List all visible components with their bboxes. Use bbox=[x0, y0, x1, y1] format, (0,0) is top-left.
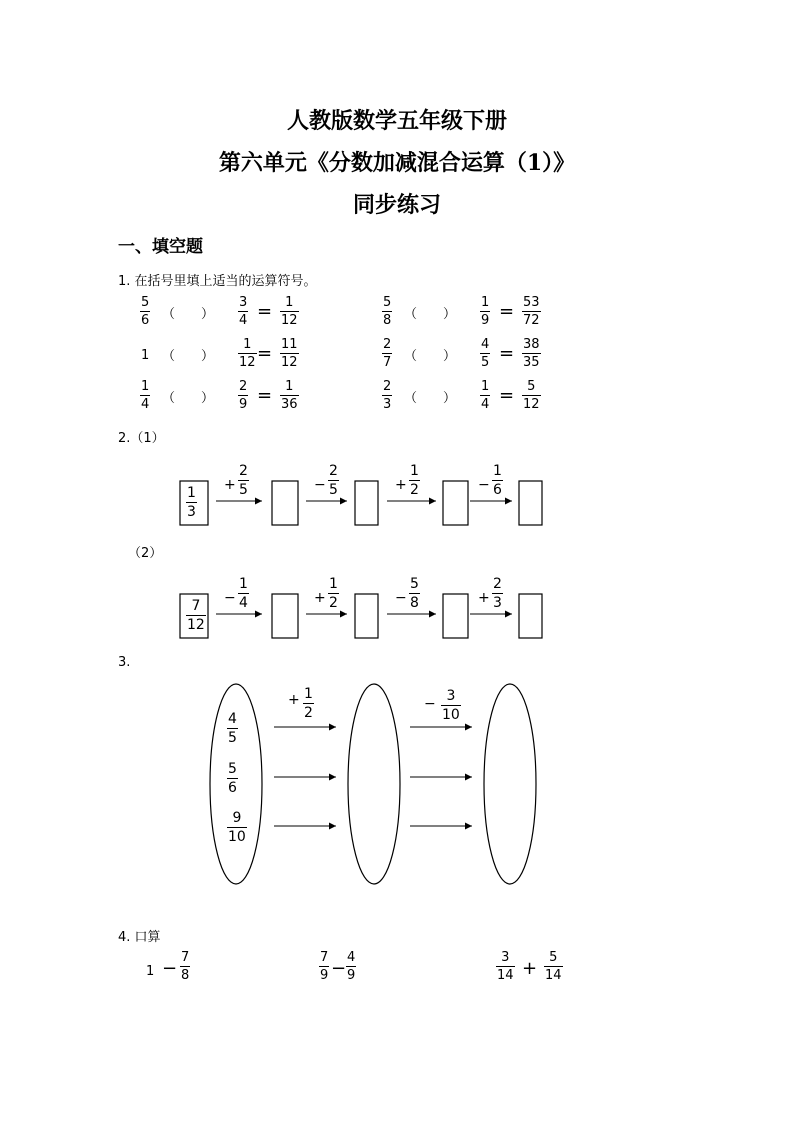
q1-r1-c2-equals: = bbox=[499, 301, 515, 322]
q1-r1-c2-result-numerator: 53 bbox=[523, 295, 540, 310]
q3-input-1-numerator: 4 bbox=[228, 711, 237, 727]
q2-chain-2-op-3-fraction bbox=[409, 576, 420, 611]
q4-item-2-fraction-2 bbox=[346, 950, 356, 983]
q4-item-3-op: + bbox=[522, 958, 538, 979]
q4-item-3-fraction-2-numerator: 5 bbox=[549, 950, 558, 965]
q1-r1-c1-operand-1-numerator: 5 bbox=[141, 295, 150, 310]
q1-r3-c2-equals: = bbox=[499, 385, 515, 406]
q1-r1-c2-operand-2-bar bbox=[480, 311, 490, 312]
q2-chain-2-op-2-fraction-denominator: 2 bbox=[329, 595, 338, 611]
q2-chain-1-op-1-fraction-bar bbox=[238, 480, 249, 481]
q1-r1-c2-operand-2-numerator: 1 bbox=[481, 295, 490, 310]
q2-chain-2-op-3-fraction-denominator: 8 bbox=[410, 595, 419, 611]
q1-r3-c1-operand-2 bbox=[238, 379, 248, 412]
q4-item-3-fraction-2-denominator: 14 bbox=[545, 968, 562, 983]
q2-chain-1-answer-box-2[interactable] bbox=[355, 481, 378, 525]
q1-r2-c2-operand-2-numerator: 4 bbox=[481, 337, 490, 352]
q1-r1-c1-result-bar bbox=[280, 311, 299, 312]
q3-input-2 bbox=[227, 761, 238, 796]
q1-r1-c1-operand-1-bar bbox=[140, 311, 150, 312]
q4-item-1-whole: 1 bbox=[146, 964, 155, 979]
q1-r1-c2-operand-2 bbox=[480, 295, 490, 328]
q2-chain-1-op-3-fraction-numerator: 1 bbox=[410, 463, 419, 479]
q1-r2-c2-operand-1-bar bbox=[382, 353, 392, 354]
q2-chain-2-op-3-sign: − bbox=[395, 590, 407, 606]
q3-arrow-b-1-head bbox=[465, 724, 472, 731]
q4-item-3-fraction-1-numerator: 3 bbox=[501, 950, 510, 965]
q1-r2-c1-operand-2 bbox=[238, 337, 257, 370]
q4-item-2-fraction-2-numerator: 4 bbox=[347, 950, 356, 965]
q4-item-2-fraction-2-denominator: 9 bbox=[347, 968, 356, 983]
question-4-label: 4. 口算 bbox=[118, 930, 161, 945]
q3-middle-ellipse bbox=[348, 684, 400, 884]
q2-chain-2-start-value bbox=[186, 598, 206, 633]
q1-r1-c2-operand-1-numerator: 5 bbox=[383, 295, 392, 310]
section-title: 一、填空题 bbox=[118, 237, 203, 257]
q2-chain-2-start-value-bar bbox=[186, 615, 206, 616]
q3-op-2-fraction-denominator: 10 bbox=[442, 707, 460, 723]
q1-r2-c2-result-bar bbox=[522, 353, 541, 354]
q1-r3-c1-blank-bracket: （ ） bbox=[162, 391, 215, 406]
q4-item-3-fraction-2-bar bbox=[544, 966, 563, 967]
q1-r1-c2-operand-1-bar bbox=[382, 311, 392, 312]
q2-chain-1-op-3-fraction-denominator: 2 bbox=[410, 482, 419, 498]
q3-input-1-denominator: 5 bbox=[228, 730, 237, 746]
q2-chain-1-op-4-fraction-denominator: 6 bbox=[493, 482, 502, 498]
q2-chain-1-op-2-sign: − bbox=[314, 477, 326, 493]
q4-item-3-fraction-1 bbox=[496, 950, 515, 983]
q2-chain-1-op-1-fraction bbox=[238, 463, 249, 498]
page-subtitle: 第六单元《分数加减混合运算（1）》 bbox=[218, 150, 576, 176]
q3-input-3-denominator: 10 bbox=[228, 829, 246, 845]
q1-r1-c1-operand-1 bbox=[140, 295, 150, 328]
q1-r3-c2-operand-2-numerator: 1 bbox=[481, 379, 490, 394]
q3-input-2-bar bbox=[227, 778, 238, 779]
q3-op-2-fraction-bar bbox=[441, 705, 461, 706]
q2-chain-1-op-4-fraction-bar bbox=[492, 480, 503, 481]
page-title: 人教版数学五年级下册 bbox=[286, 108, 507, 134]
question-2-label: 2.（1） bbox=[118, 431, 165, 446]
question-3-label: 3. bbox=[118, 655, 131, 670]
q1-r3-c1-operand-2-bar bbox=[238, 395, 248, 396]
q3-op-2-fraction bbox=[441, 688, 461, 723]
q3-op-1-fraction-bar bbox=[303, 703, 314, 704]
q1-r2-c2-result bbox=[522, 337, 541, 370]
q2-chain-1-answer-box-3[interactable] bbox=[443, 481, 468, 525]
q1-r2-c2-result-denominator: 35 bbox=[523, 355, 540, 370]
q2-chain-2-op-3-fraction-bar bbox=[409, 593, 420, 594]
q1-r3-c2-operand-1-denominator: 3 bbox=[383, 397, 392, 412]
q1-r3-c2-operand-1-numerator: 2 bbox=[383, 379, 392, 394]
q2-chain-2-op-1-fraction-denominator: 4 bbox=[239, 595, 248, 611]
q1-r3-c1-operand-2-denominator: 9 bbox=[239, 397, 248, 412]
q2-chain-2-op-2-fraction-numerator: 1 bbox=[329, 576, 338, 592]
q3-input-2-numerator: 5 bbox=[228, 761, 237, 777]
q1-r1-c1-operand-2-numerator: 3 bbox=[239, 295, 248, 310]
q1-r3-c2-operand-1 bbox=[382, 379, 392, 412]
q1-r2-c2-blank-bracket: （ ） bbox=[404, 349, 457, 364]
q3-input-1 bbox=[227, 711, 238, 746]
q1-r1-c1-blank-bracket: （ ） bbox=[162, 307, 215, 322]
q2-chain-2-arrow-1-head bbox=[255, 611, 262, 618]
q2-chain-1-arrow-2-head bbox=[340, 498, 347, 505]
q2-chain-2-op-2-sign: + bbox=[314, 590, 326, 606]
q4-item-2-op: − bbox=[331, 958, 347, 979]
q2-chain-1-op-2-fraction bbox=[328, 463, 339, 498]
q4-item-1-fraction-numerator: 7 bbox=[181, 950, 190, 965]
q1-r2-c1-result-bar bbox=[280, 353, 299, 354]
question-1-prompt: 1. 在括号里填上适当的运算符号。 bbox=[118, 274, 317, 289]
q2-chain-1-start-value bbox=[186, 485, 197, 520]
q1-r1-c1-operand-2-denominator: 4 bbox=[239, 313, 248, 328]
q1-r2-c2-operand-2 bbox=[480, 337, 490, 370]
q2-chain-2-op-1-fraction-numerator: 1 bbox=[239, 576, 248, 592]
q3-op-1-fraction-numerator: 1 bbox=[304, 686, 313, 702]
q2-chain-1-arrow-3-head bbox=[429, 498, 436, 505]
page-subtitle-2: 同步练习 bbox=[352, 192, 441, 218]
q1-r2-c1-operand-2-denominator: 12 bbox=[239, 355, 256, 370]
q1-r3-c1-operand-1-denominator: 4 bbox=[141, 397, 150, 412]
q3-input-1-bar bbox=[227, 728, 238, 729]
q2-chain-2-answer-box-2[interactable] bbox=[355, 594, 378, 638]
q1-r3-c1-result-bar bbox=[280, 395, 299, 396]
q4-item-3-fraction-1-denominator: 14 bbox=[497, 968, 514, 983]
q4-item-1-fraction bbox=[180, 950, 190, 983]
q3-op-2-sign: − bbox=[424, 696, 436, 712]
q2-chain-1-op-2-fraction-numerator: 2 bbox=[329, 463, 338, 479]
q2-chain-2-op-1-fraction-bar bbox=[238, 593, 249, 594]
q4-item-2-fraction-1-numerator: 7 bbox=[320, 950, 329, 965]
q1-r3-c2-operand-2 bbox=[480, 379, 490, 412]
q2-chain-2-op-1-sign: − bbox=[224, 590, 236, 606]
q2-chain-1-op-2-fraction-bar bbox=[328, 480, 339, 481]
q2-chain-1-op-3-fraction-bar bbox=[409, 480, 420, 481]
q1-r2-c1-operand-2-bar bbox=[238, 353, 257, 354]
q3-arrow-a-1-head bbox=[329, 724, 336, 731]
q2-chain-2-op-4-fraction-bar bbox=[492, 593, 503, 594]
q2-chain-2-arrow-4-head bbox=[505, 611, 512, 618]
q3-op-1-sign: + bbox=[288, 692, 300, 708]
q4-item-3-fraction-1-bar bbox=[496, 966, 515, 967]
q2-chain-2-answer-box-1[interactable] bbox=[272, 594, 298, 638]
q1-r3-c1-operand-2-numerator: 2 bbox=[239, 379, 248, 394]
q1-r1-c1-result bbox=[280, 295, 299, 328]
q1-r3-c1-operand-1 bbox=[140, 379, 150, 412]
q3-arrow-a-2-head bbox=[329, 774, 336, 781]
q1-r2-c2-operand-1-numerator: 2 bbox=[383, 337, 392, 352]
q1-r3-c2-operand-2-bar bbox=[480, 395, 490, 396]
q2-chain-1-op-4-fraction bbox=[492, 463, 503, 498]
q1-r3-c2-result bbox=[522, 379, 541, 412]
q1-r3-c1-result-numerator: 1 bbox=[285, 379, 294, 394]
q4-item-3-fraction-2 bbox=[544, 950, 563, 983]
q1-r2-c2-operand-1 bbox=[382, 337, 392, 370]
q4-item-1-op: − bbox=[162, 958, 178, 979]
q1-r1-c1-operand-2 bbox=[238, 295, 248, 328]
q1-r3-c2-result-bar bbox=[522, 395, 541, 396]
q1-r3-c1-result bbox=[280, 379, 299, 412]
q1-r1-c2-result-bar bbox=[522, 311, 541, 312]
q2-chain-1-op-4-fraction-numerator: 1 bbox=[493, 463, 502, 479]
q4-item-2-fraction-1-denominator: 9 bbox=[320, 968, 329, 983]
q1-r1-c2-operand-1 bbox=[382, 295, 392, 328]
q2-chain-1-answer-box-1[interactable] bbox=[272, 481, 298, 525]
q2-chain-1-start-value-numerator: 1 bbox=[187, 485, 196, 501]
q1-r2-c1-result-numerator: 11 bbox=[281, 337, 298, 352]
q2-chain-1-start-value-bar bbox=[186, 502, 197, 503]
q1-r1-c2-operand-1-denominator: 8 bbox=[383, 313, 392, 328]
q2-chain-1-op-3-sign: + bbox=[395, 477, 407, 493]
q2-chain-2-op-4-sign: + bbox=[478, 590, 490, 606]
question-2-sub-label: （2） bbox=[128, 546, 163, 561]
q1-r3-c2-operand-1-bar bbox=[382, 395, 392, 396]
q1-r2-c2-operand-1-denominator: 7 bbox=[383, 355, 392, 370]
q1-r2-c1-result bbox=[280, 337, 299, 370]
q2-chain-2-arrow-3-head bbox=[429, 611, 436, 618]
q3-arrow-b-2-head bbox=[465, 774, 472, 781]
q2-chain-1-op-4-sign: − bbox=[478, 477, 490, 493]
q4-item-2-fraction-1-bar bbox=[319, 966, 329, 967]
q2-chain-2-op-3-fraction-numerator: 5 bbox=[410, 576, 419, 592]
q2-chain-2-start-value-numerator: 7 bbox=[191, 598, 201, 614]
q2-chain-2-op-4-fraction bbox=[492, 576, 503, 611]
q2-chain-1-op-1-fraction-denominator: 5 bbox=[239, 482, 248, 498]
q1-r1-c1-result-denominator: 12 bbox=[281, 313, 298, 328]
q3-input-3-bar bbox=[227, 827, 247, 828]
q1-r1-c2-blank-bracket: （ ） bbox=[404, 307, 457, 322]
q2-chain-1-op-2-fraction-denominator: 5 bbox=[329, 482, 338, 498]
q2-chain-2-op-4-fraction-denominator: 3 bbox=[493, 595, 502, 611]
q2-chain-2-answer-box-3[interactable] bbox=[443, 594, 468, 638]
q1-r2-c1-blank-bracket: （ ） bbox=[162, 349, 215, 364]
q1-r2-c1-equals: = bbox=[257, 343, 273, 364]
q1-r1-c1-operand-2-bar bbox=[238, 311, 248, 312]
q2-chain-1-answer-box-4[interactable] bbox=[519, 481, 542, 525]
q1-r1-c1-operand-1-denominator: 6 bbox=[141, 313, 150, 328]
q4-item-2-fraction-1 bbox=[319, 950, 329, 983]
q2-chain-2-op-2-fraction-bar bbox=[328, 593, 339, 594]
q3-input-3-numerator: 9 bbox=[232, 810, 242, 826]
q1-r1-c2-result bbox=[522, 295, 541, 328]
q2-chain-1-op-1-sign: + bbox=[224, 477, 236, 493]
q2-chain-2-arrow-2-head bbox=[340, 611, 347, 618]
q4-item-2-fraction-2-bar bbox=[346, 966, 356, 967]
q2-chain-2-answer-box-4[interactable] bbox=[519, 594, 542, 638]
q2-chain-2-op-4-fraction-numerator: 2 bbox=[493, 576, 502, 592]
q1-r2-c2-operand-2-bar bbox=[480, 353, 490, 354]
q1-r2-c2-result-numerator: 38 bbox=[523, 337, 540, 352]
q1-r1-c2-result-denominator: 72 bbox=[523, 313, 540, 328]
q3-output-ellipse bbox=[484, 684, 536, 884]
q4-item-1-fraction-denominator: 8 bbox=[181, 968, 190, 983]
q4-item-1-fraction-bar bbox=[180, 966, 190, 967]
q1-r1-c1-equals: = bbox=[257, 301, 273, 322]
q2-chain-1-start-value-denominator: 3 bbox=[187, 504, 196, 520]
q3-op-1-fraction bbox=[303, 686, 314, 721]
q1-r3-c1-result-denominator: 36 bbox=[281, 397, 298, 412]
q1-r2-c1-operand-1: 1 bbox=[141, 348, 150, 363]
q3-op-2-fraction-numerator: 3 bbox=[446, 688, 456, 704]
q3-input-2-denominator: 6 bbox=[228, 780, 237, 796]
q2-chain-1-arrow-1-head bbox=[255, 498, 262, 505]
q1-r1-c2-operand-2-denominator: 9 bbox=[481, 313, 490, 328]
q1-r3-c2-operand-2-denominator: 4 bbox=[481, 397, 490, 412]
q1-r2-c1-result-denominator: 12 bbox=[281, 355, 298, 370]
q2-chain-2-op-1-fraction bbox=[238, 576, 249, 611]
q1-r3-c1-operand-1-numerator: 1 bbox=[141, 379, 150, 394]
q1-r3-c2-result-denominator: 12 bbox=[523, 397, 540, 412]
q1-r3-c2-blank-bracket: （ ） bbox=[404, 391, 457, 406]
q2-chain-1-arrow-4-head bbox=[505, 498, 512, 505]
q1-r3-c1-equals: = bbox=[257, 385, 273, 406]
q2-chain-2-start-value-denominator: 12 bbox=[187, 617, 205, 633]
q2-chain-1-op-3-fraction bbox=[409, 463, 420, 498]
q3-arrow-b-3-head bbox=[465, 823, 472, 830]
q3-arrow-a-3-head bbox=[329, 823, 336, 830]
q1-r2-c2-operand-2-denominator: 5 bbox=[481, 355, 490, 370]
q1-r2-c1-operand-2-numerator: 1 bbox=[243, 337, 252, 352]
q1-r1-c1-result-numerator: 1 bbox=[285, 295, 294, 310]
q1-r2-c2-equals: = bbox=[499, 343, 515, 364]
q1-r3-c1-operand-1-bar bbox=[140, 395, 150, 396]
q2-chain-2-op-2-fraction bbox=[328, 576, 339, 611]
q1-r3-c2-result-numerator: 5 bbox=[527, 379, 536, 394]
q3-op-1-fraction-denominator: 2 bbox=[304, 705, 313, 721]
q3-input-3 bbox=[227, 810, 247, 845]
q2-chain-1-op-1-fraction-numerator: 2 bbox=[239, 463, 248, 479]
